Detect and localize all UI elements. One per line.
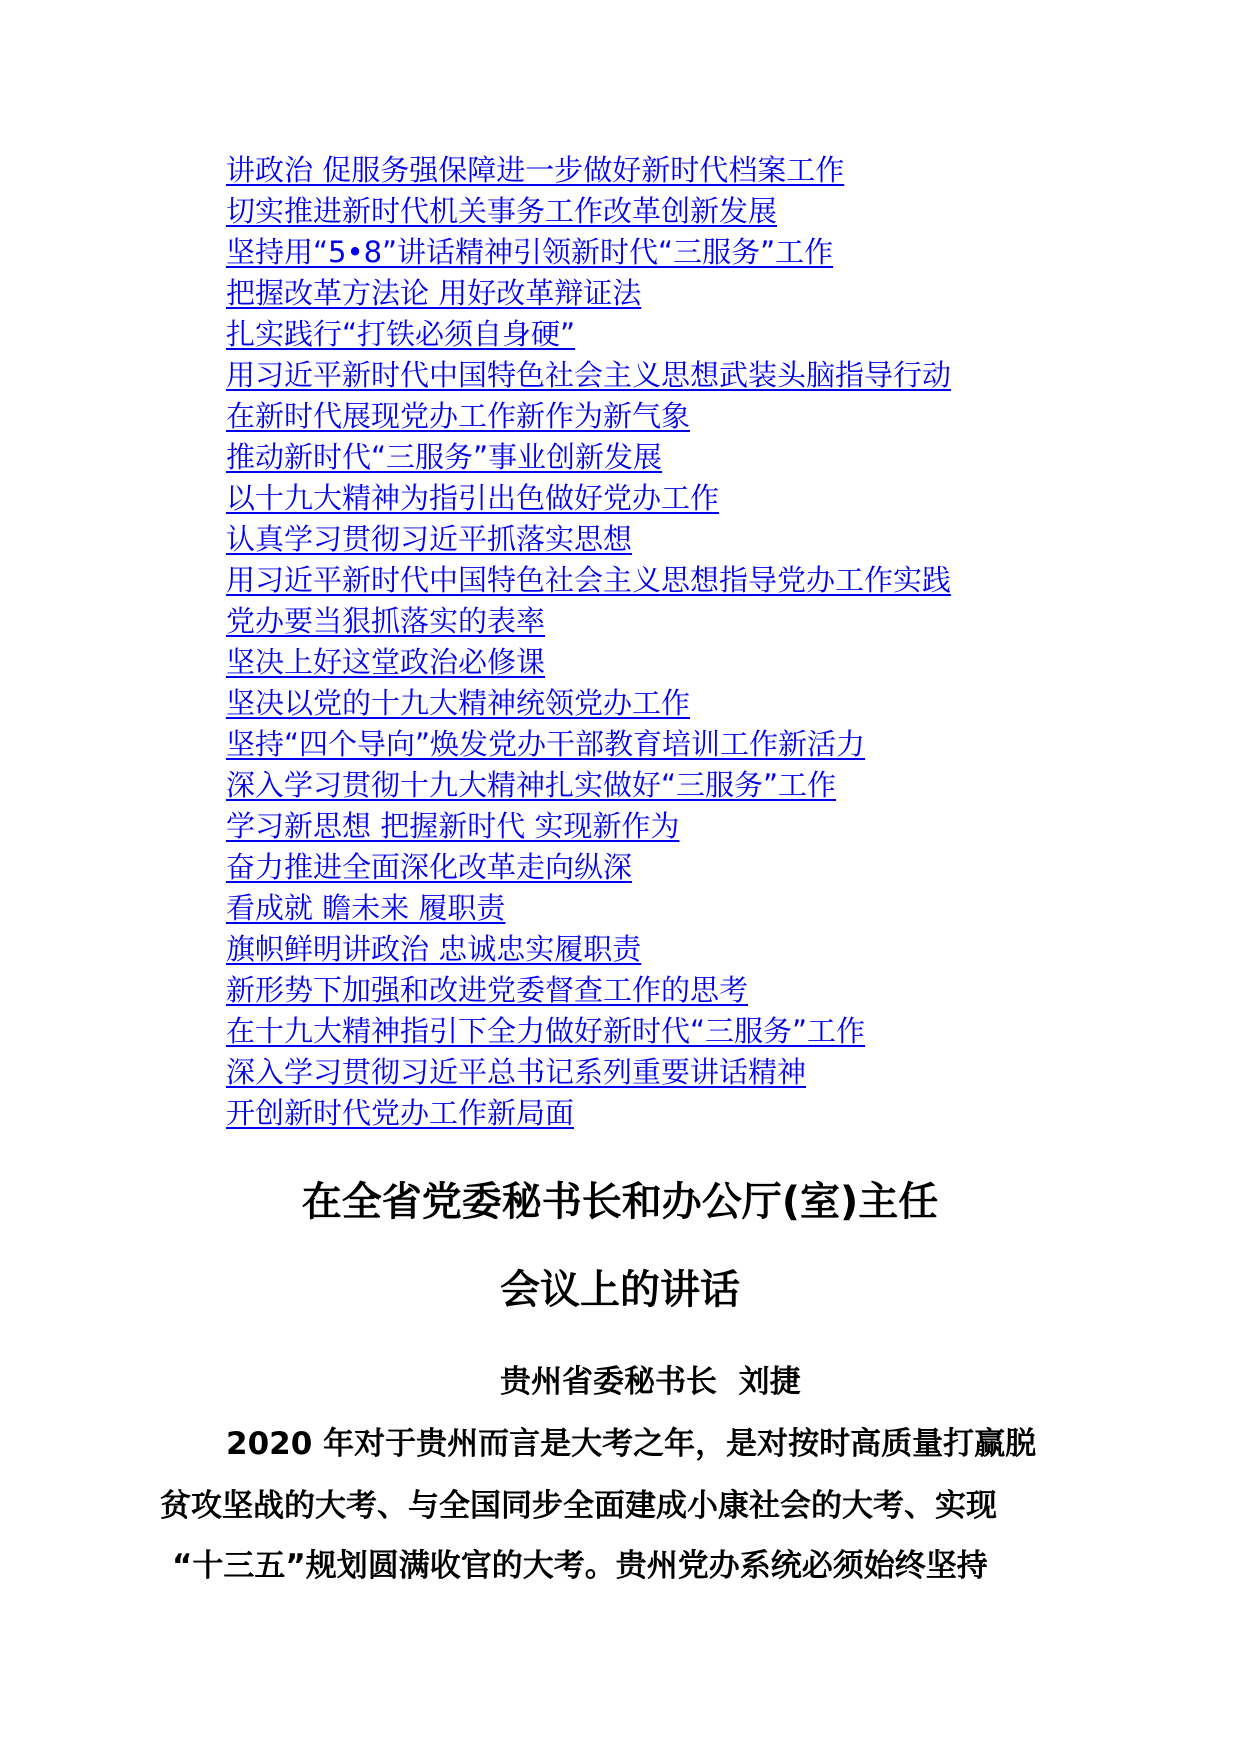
body-text-line: 贫攻坚战的大考、与全国同步全面建成小康社会的大考、实现 (160, 1488, 997, 1524)
toc-link[interactable]: 学习新思想 把握新时代 实现新作为 (226, 809, 680, 843)
toc-link[interactable]: 讲政治 促服务强保障进一步做好新时代档案工作 (226, 153, 845, 187)
toc-link[interactable]: 坚持“四个导向”焕发党办干部教育培训工作新活力 (226, 727, 866, 761)
toc-link[interactable]: 奋力推进全面深化改革走向纵深 (226, 850, 633, 884)
toc-link[interactable]: 以十九大精神为指引出色做好党办工作 (226, 481, 720, 515)
table-of-contents (226, 150, 1126, 1134)
article-author: 贵州省委秘书长 刘捷 (500, 1364, 801, 1400)
toc-link[interactable]: 切实推进新时代机关事务工作改革创新发展 (226, 194, 778, 228)
toc-link[interactable]: 深入学习贯彻十九大精神扎实做好“三服务”工作 (226, 768, 837, 802)
toc-link[interactable]: 看成就 瞻未来 履职责 (226, 891, 506, 925)
toc-link[interactable]: 新形势下加强和改进党委督查工作的思考 (226, 973, 749, 1007)
toc-link[interactable]: 坚决上好这堂政治必修课 (226, 645, 546, 679)
toc-link[interactable]: 认真学习贯彻习近平抓落实思想 (226, 522, 633, 556)
article-title-line-2: 会议上的讲话 (500, 1267, 740, 1313)
article-title-line-1: 在全省党委秘书长和办公厅(室)主任 (301, 1179, 939, 1225)
toc-link[interactable]: 扎实践行“打铁必须自身硬” (226, 317, 576, 351)
toc-link[interactable]: 深入学习贯彻习近平总书记系列重要讲话精神 (226, 1055, 807, 1089)
toc-link[interactable]: 党办要当狠抓落实的表率 (226, 604, 546, 638)
toc-link[interactable]: 开创新时代党办工作新局面 (226, 1096, 575, 1130)
body-text-line: 2020 年对于贵州而言是大考之年，是对按时高质量打赢脱 (226, 1426, 1037, 1462)
toc-link[interactable]: 旗帜鲜明讲政治 忠诚忠实履职责 (226, 932, 642, 966)
toc-link[interactable]: 在新时代展现党办工作新作为新气象 (226, 399, 691, 433)
toc-link[interactable]: 把握改革方法论 用好改革辩证法 (226, 276, 642, 310)
body-text-line: “十三五”规划圆满收官的大考。贵州党办系统必须始终坚持 (172, 1548, 988, 1584)
toc-link[interactable]: 用习近平新时代中国特色社会主义思想武装头脑指导行动 (226, 358, 952, 392)
toc-link[interactable]: 坚持用“5•8”讲话精神引领新时代“三服务”工作 (226, 235, 834, 269)
toc-link[interactable]: 坚决以党的十九大精神统领党办工作 (226, 686, 691, 720)
toc-link[interactable]: 用习近平新时代中国特色社会主义思想指导党办工作实践 (226, 563, 952, 597)
toc-link[interactable]: 推动新时代“三服务”事业创新发展 (226, 440, 663, 474)
toc-link[interactable]: 在十九大精神指引下全力做好新时代“三服务”工作 (226, 1014, 866, 1048)
